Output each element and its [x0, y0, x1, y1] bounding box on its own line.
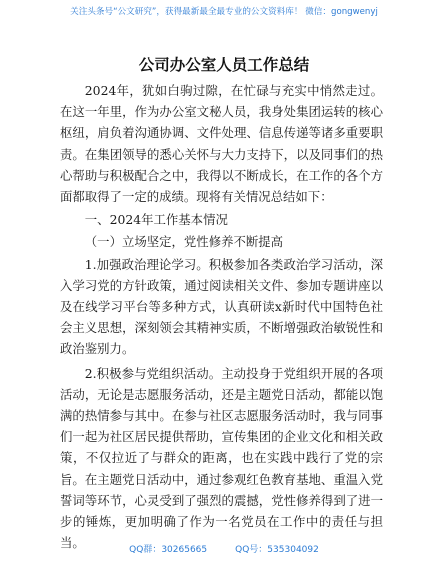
section-heading: 一、2024年工作基本情况: [84, 212, 228, 228]
intro-paragraph: 2024年，犹如白驹过隙，在忙碌与充实中悄然走过。在这一年里，作为办公室文秘人员，我身处集团运转的核心枢纽，肩负着沟通协调、文件处理、信息传递等诸多重要职责。在集团领导的悉心关怀与大力支持下，以及同事们的热心帮助与积极配合之中，我得以不断成长，在工作的各个方面都取得了一定的成绩。现将有关情况总结如下：: [60, 83, 383, 205]
document-body: [60, 80, 383, 553]
item-paragraph-2: 2.积极参与党组织活动。主动投身于党组织开展的各项活动，无论是志愿服务活动，还是主题党日活动，都能以饱满的热情参与其中。在参与社区志愿服务活动时，我与同事们一起为社区居民提供帮助，宣传集团的企业文化和相关政策，不仅拉近了与群众的距离，也在实践中践行了党的宗旨。在主题党日活动中，通过参观红色教育基地、重温入党誓词等环节，心灵受到了强烈的震撼，党性修养得到了进一步的锤炼，更加明确了作为一名党员在工作中的责任与担当。: [60, 365, 383, 551]
page-title: 公司办公室人员工作总结: [138, 56, 310, 74]
qq-number-text: QQ号：535304092: [235, 545, 319, 555]
item-paragraph-1: 1.加强政治理论学习。积极参加各类政治学习活动，深入学习党的方针政策，通过阅读相关文件、参加专题讲座以及在线学习平台等多种方式，认真研读x新时代中国特色社会主义思想，深刻领会其精神实质，不断增强政治敏锐性和政治鉴别力。: [60, 256, 383, 357]
promo-header: 关注头条号“公文研究”，获得最新最全最专业的公文资料库！ 微信：gongwenyj: [70, 7, 378, 17]
subsection-heading: （一）立场坚定，党性修养不断提高: [84, 234, 284, 250]
contact-footer: [0, 544, 448, 556]
qq-group-text: QQ群：30265665: [129, 545, 208, 555]
